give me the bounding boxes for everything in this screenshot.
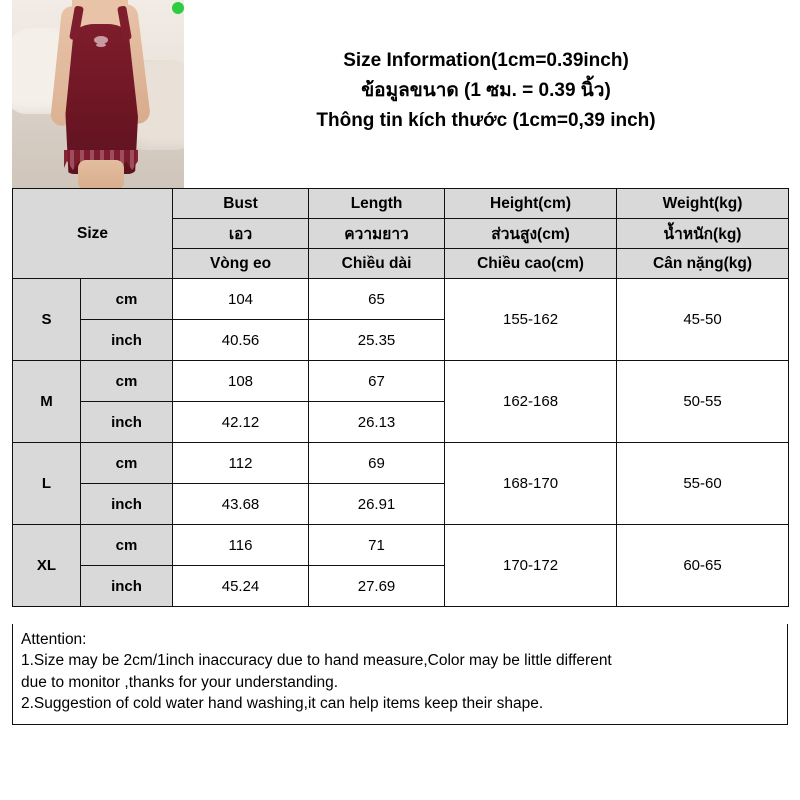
header-length-vi: Chiều dài [309, 249, 445, 279]
title-line-en: Size Information(1cm=0.39inch) [343, 50, 629, 72]
cell-length-cm-s: 65 [309, 279, 445, 320]
cell-length-inch-m: 26.13 [309, 402, 445, 443]
cell-weight-s: 45-50 [617, 279, 789, 361]
attention-heading: Attention: [21, 631, 87, 648]
cell-length-inch-s: 25.35 [309, 320, 445, 361]
cell-bust-inch-s: 40.56 [173, 320, 309, 361]
row-unit-cm: cm [81, 279, 173, 320]
cell-length-inch-xl: 27.69 [309, 566, 445, 607]
cell-weight-l: 55-60 [617, 443, 789, 525]
header-weight-vi: Cân nặng(kg) [617, 249, 789, 279]
cell-length-cm-xl: 71 [309, 525, 445, 566]
row-size-xl: XL [13, 525, 81, 607]
cell-bust-inch-l: 43.68 [173, 484, 309, 525]
cell-bust-cm-xl: 116 [173, 525, 309, 566]
row-size-s: S [13, 279, 81, 361]
title-line-th: ข้อมูลขนาด (1 ซม. = 0.39 นิ้ว) [361, 80, 611, 102]
row-size-m: M [13, 361, 81, 443]
header-bust-vi: Vòng eo [173, 249, 309, 279]
cell-bust-cm-s: 104 [173, 279, 309, 320]
header-weight-en: Weight(kg) [617, 189, 789, 219]
cell-height-m: 162-168 [445, 361, 617, 443]
attention-block [12, 624, 788, 725]
cell-bust-inch-xl: 45.24 [173, 566, 309, 607]
table-row [13, 361, 789, 402]
header-bust-en: Bust [173, 189, 309, 219]
title-line-vi: Thông tin kích thước (1cm=0,39 inch) [316, 109, 656, 131]
attention-line-3: 2.Suggestion of cold water hand washing,it can help items keep their shape. [21, 695, 544, 713]
cell-height-l: 168-170 [445, 443, 617, 525]
cell-bust-inch-m: 42.12 [173, 402, 309, 443]
header-size-label: Size [13, 189, 173, 279]
header-height-vi: Chiều cao(cm) [445, 249, 617, 279]
cell-length-cm-l: 69 [309, 443, 445, 484]
attention-line-1: 1.Size may be 2cm/1inch inaccuracy due to hand measure,Color may be little different [21, 652, 612, 670]
cell-weight-xl: 60-65 [617, 525, 789, 607]
row-unit-cm: cm [81, 443, 173, 484]
row-unit-inch: inch [81, 320, 173, 361]
cell-weight-m: 50-55 [617, 361, 789, 443]
row-unit-cm: cm [81, 361, 173, 402]
product-photo [12, 0, 184, 188]
table-header-row-1 [13, 189, 789, 219]
cell-length-cm-m: 67 [309, 361, 445, 402]
cell-bust-cm-m: 108 [173, 361, 309, 402]
header-height-th: ส่วนสูง(cm) [445, 219, 617, 249]
title-block [184, 0, 788, 188]
cell-height-xl: 170-172 [445, 525, 617, 607]
header-height-en: Height(cm) [445, 189, 617, 219]
row-unit-cm: cm [81, 525, 173, 566]
row-unit-inch: inch [81, 566, 173, 607]
photo-dress-bow [94, 36, 108, 44]
header-weight-th: น้ำหนัก(kg) [617, 219, 789, 249]
table-row [13, 443, 789, 484]
header-bust-th: เอว [173, 219, 309, 249]
row-unit-inch: inch [81, 402, 173, 443]
cell-length-inch-l: 26.91 [309, 484, 445, 525]
row-unit-inch: inch [81, 484, 173, 525]
header-area [12, 0, 788, 188]
cell-height-s: 155-162 [445, 279, 617, 361]
table-row [13, 279, 789, 320]
table-row [13, 525, 789, 566]
attention-line-2: due to monitor ,thanks for your understanding. [21, 673, 339, 691]
row-size-l: L [13, 443, 81, 525]
photo-model-legs [78, 160, 124, 188]
cell-bust-cm-l: 112 [173, 443, 309, 484]
header-length-en: Length [309, 189, 445, 219]
size-table [12, 188, 789, 607]
header-length-th: ความยาว [309, 219, 445, 249]
green-dot-icon [172, 2, 184, 14]
